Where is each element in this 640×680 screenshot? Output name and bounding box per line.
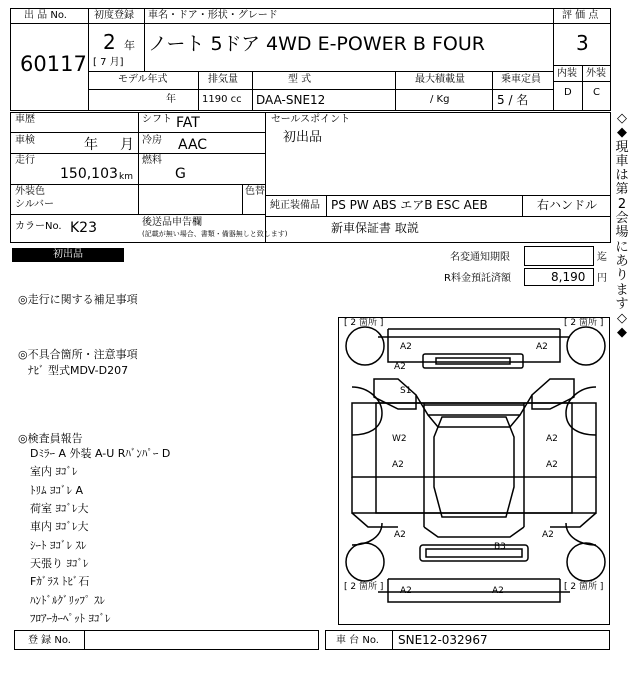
inspection-year: 年 xyxy=(84,137,98,153)
inspector-item: Fｶﾞﾗｽ ﾄﾋﾞ石 xyxy=(30,575,90,588)
grade-label: 評 価 点 xyxy=(562,10,599,21)
name-change-label: 名変通知期限 xyxy=(450,252,510,263)
inspection-label: 車検 xyxy=(15,135,35,146)
lot-label: 出 品 No. xyxy=(24,10,67,21)
damage-mark: B3 xyxy=(494,542,506,552)
lot-number: 60117 xyxy=(20,52,87,76)
equipment-label: 純正装備品 xyxy=(270,200,320,211)
damage-mark: A2 xyxy=(536,342,548,352)
diagram-bottom-left-label: [ 2 箇所 ] xyxy=(344,582,384,592)
shift-value: FAT xyxy=(176,115,200,131)
color-change-label: 色替 xyxy=(245,186,265,197)
fuel-value: G xyxy=(175,166,186,182)
model-year-unit: 年 xyxy=(166,94,176,105)
driving-notes-header: ◎走行に関する補足事項 xyxy=(18,293,138,306)
inspector-header: ◎検査員報告 xyxy=(18,432,83,445)
car-diagram xyxy=(338,317,610,625)
damage-mark: A2 xyxy=(392,460,404,470)
defects-header: ◎不具合箇所・注意事項 xyxy=(18,348,138,361)
damage-mark: A2 xyxy=(546,434,558,444)
recycle-unit: 円 xyxy=(597,273,607,284)
name-change-unit: 迄 xyxy=(597,252,607,263)
inspector-item: ﾌﾛｱｰｶｰﾍﾟｯﾄ ﾖｺﾞﾚ xyxy=(30,612,111,625)
inspector-item: 室内 ﾖｺﾞﾚ xyxy=(30,465,78,478)
chassis-no-value: SNE12-032967 xyxy=(398,633,488,647)
chassis-no-label: 車 台 No. xyxy=(336,635,379,646)
damage-mark: A2 xyxy=(394,530,406,540)
mileage-label: 走行 xyxy=(15,155,35,166)
inspector-item: ﾊﾝﾄﾞﾙｸﾞﾘｯﾌﾟ ｽﾚ xyxy=(30,594,105,607)
load-value: / Kg xyxy=(430,94,450,105)
model-year-label: モデル年式 xyxy=(118,74,168,85)
post-report-note: (記載が無い場合、書類・備器無しと致します) xyxy=(142,230,288,238)
color-value: シルバー xyxy=(15,199,55,210)
damage-mark: S1 xyxy=(400,386,412,396)
damage-mark: A2 xyxy=(546,460,558,470)
inspector-item: 荷室 ﾖｺﾞﾚ大 xyxy=(30,502,89,515)
mileage-value: 150,103 xyxy=(60,166,118,182)
history-label: 車歴 xyxy=(15,114,35,125)
mileage-unit: km xyxy=(119,172,133,182)
interior-grade: D xyxy=(564,87,572,98)
first-reg-label: 初度登録 xyxy=(94,10,134,21)
recycle-label: R料金預託済額 xyxy=(444,273,511,284)
displacement-value: 1190 cc xyxy=(202,94,242,105)
type-label: 型 式 xyxy=(288,74,312,85)
color-no-label: カラーNo. xyxy=(15,221,62,232)
displacement-label: 排気量 xyxy=(208,74,238,85)
inspector-item: 車内 ﾖｺﾞﾚ大 xyxy=(30,520,89,533)
ac-value: AAC xyxy=(178,137,208,153)
damage-mark: A2 xyxy=(542,530,554,540)
inspector-item: Dﾐﾗｰ A 外装 A-U Rﾊﾞﾝﾊﾟｰ D xyxy=(30,447,171,460)
inspector-item: ｼｰﾄ ﾖｺﾞﾚ ｽﾚ xyxy=(30,539,87,552)
color-no-value: K23 xyxy=(70,220,97,236)
diagram-bottom-right-label: [ 2 箇所 ] xyxy=(564,582,604,592)
reg-no-label: 登 録 No. xyxy=(28,635,71,646)
equipment-value: PS PW ABS エアB ESC AEB xyxy=(331,198,488,212)
inspector-item: ﾄﾘﾑ ﾖｺﾞﾚ A xyxy=(30,484,84,497)
inspection-month: 月 xyxy=(120,137,134,153)
grade-score: 3 xyxy=(576,31,589,55)
color-label: 外装色 xyxy=(15,186,45,197)
sales-point-value: 初出品 xyxy=(283,130,323,145)
damage-mark: W2 xyxy=(392,434,407,444)
type-value: DAA-SNE12 xyxy=(256,93,326,107)
name-change-box xyxy=(524,246,594,266)
exterior-label: 外装 xyxy=(586,68,606,79)
damage-mark: A2 xyxy=(394,362,406,372)
car-name: ノート 5ドア 4WD E-POWER B FOUR xyxy=(148,33,485,55)
first-listing-badge: 初出品 xyxy=(12,248,124,262)
side-notice: ◇◆現車は第2会場にあります◇◆ xyxy=(615,111,629,341)
exterior-grade: C xyxy=(593,87,600,98)
damage-mark: A2 xyxy=(400,342,412,352)
first-reg-year-unit: 年 xyxy=(124,39,135,52)
shift-label: シフト xyxy=(142,114,172,125)
capacity-value: 5 / 名 xyxy=(497,93,529,107)
inspector-item: 天張り ﾖｺﾞﾚ xyxy=(30,557,89,570)
warranty-value: 新車保証書 取説 xyxy=(331,221,419,235)
fuel-label: 燃料 xyxy=(142,155,162,166)
post-report-label: 後送品申告欄 xyxy=(142,217,202,228)
car-name-label: 車名・ドア・形状・グレード xyxy=(148,10,278,21)
diagram-top-right-label: [ 2 箇所 ] xyxy=(564,318,604,328)
sales-point-label: セールスポイント xyxy=(271,114,351,125)
first-reg-month: [ 7 月] xyxy=(93,57,124,68)
recycle-value: 8,190 xyxy=(551,270,586,284)
first-reg-year: 2 xyxy=(103,30,116,54)
defect-item: ﾅﾋﾞ 型式MDV-D207 xyxy=(28,364,129,377)
ac-label: 冷房 xyxy=(142,135,162,146)
damage-mark: A2 xyxy=(400,586,412,596)
diagram-top-left-label: [ 2 箇所 ] xyxy=(344,318,384,328)
damage-mark: A2 xyxy=(492,586,504,596)
handle-value: 右ハンドル xyxy=(537,198,598,212)
interior-label: 内装 xyxy=(557,68,577,79)
load-label: 最大積載量 xyxy=(415,74,465,85)
capacity-label: 乗車定員 xyxy=(501,74,541,85)
